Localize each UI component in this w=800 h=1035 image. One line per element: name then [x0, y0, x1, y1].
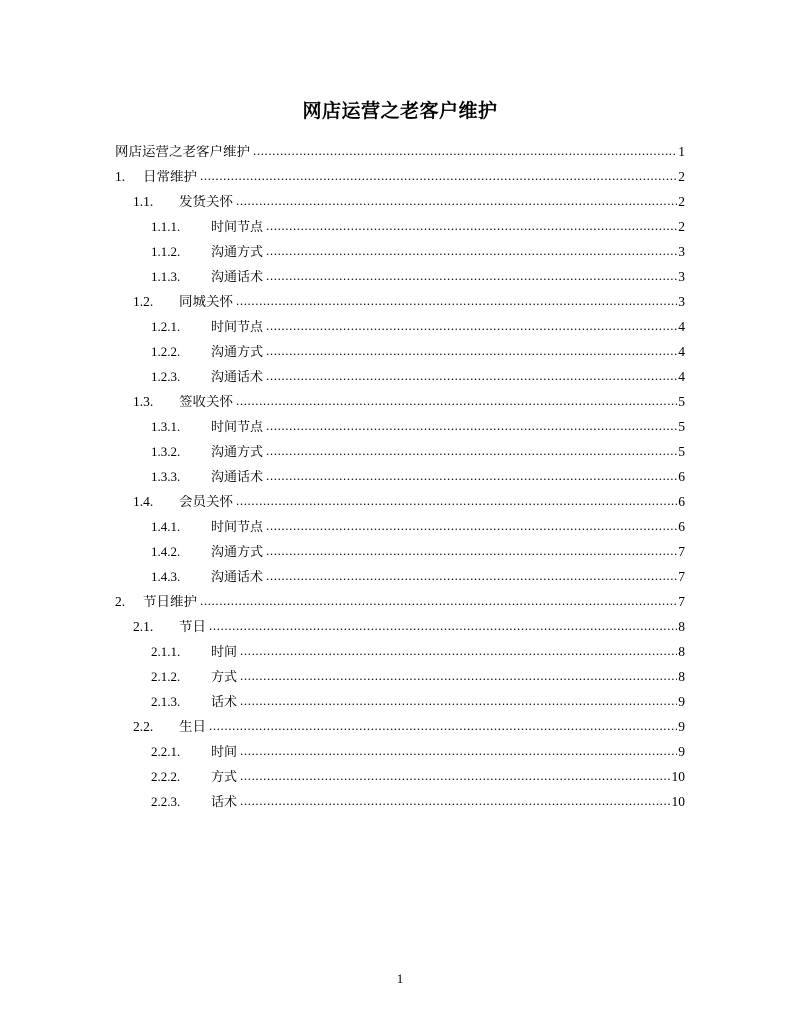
- toc-leader-dots: [240, 770, 670, 782]
- toc-entry-label: 时间节点: [211, 220, 264, 234]
- toc-entry-number: 2.2.1.: [151, 745, 181, 759]
- toc-entry[interactable]: [115, 270, 685, 295]
- toc-leader-dots: [236, 395, 677, 407]
- toc-entry-number: 1.4.2.: [151, 545, 181, 559]
- toc-entry-label: 节日维护: [143, 595, 197, 609]
- toc-entry-label: 沟通话术: [211, 370, 264, 384]
- toc-entry-page: 5: [678, 420, 685, 434]
- toc-entry[interactable]: [115, 720, 685, 745]
- toc-entry[interactable]: [115, 670, 685, 695]
- toc-leader-dots: [240, 745, 677, 757]
- toc-entry-label: 沟通方式: [211, 345, 264, 359]
- toc-entry-label: 生日: [179, 720, 206, 734]
- toc-leader-dots: [266, 270, 677, 282]
- toc-leader-dots: [236, 495, 677, 507]
- toc-entry-label: 时间节点: [211, 320, 264, 334]
- toc-entry-number: 1.2.2.: [151, 345, 181, 359]
- toc-entry-page: 1: [678, 145, 685, 159]
- toc-leader-dots: [266, 445, 677, 457]
- toc-entry[interactable]: [115, 445, 685, 470]
- toc-entry-label: 沟通话术: [211, 270, 264, 284]
- toc-entry-number: 1.3.2.: [151, 445, 181, 459]
- toc-entry-number: 2.2.3.: [151, 795, 181, 809]
- toc-entry-number: 1.4.: [133, 495, 154, 509]
- toc-entry[interactable]: [115, 520, 685, 545]
- toc-leader-dots: [209, 620, 677, 632]
- toc-entry-number: 2.1.1.: [151, 645, 181, 659]
- toc-entry-page: 3: [678, 295, 685, 309]
- toc-entry-number: 1.2.1.: [151, 320, 181, 334]
- toc-leader-dots: [240, 645, 677, 657]
- toc-entry[interactable]: [115, 545, 685, 570]
- toc-entry-page: 9: [678, 720, 685, 734]
- toc-entry-page: 2: [678, 170, 685, 184]
- toc-leader-dots: [266, 370, 677, 382]
- toc-entry-page: 8: [678, 670, 685, 684]
- toc-leader-dots: [200, 595, 677, 607]
- toc-entry-page: 6: [678, 470, 685, 484]
- toc-leader-dots: [266, 520, 677, 532]
- toc-entry-number: 2.1.3.: [151, 695, 181, 709]
- table-of-contents: [115, 145, 685, 820]
- toc-entry[interactable]: [115, 345, 685, 370]
- toc-entry-number: 2.: [115, 595, 126, 609]
- toc-entry-page: 5: [678, 395, 685, 409]
- toc-leader-dots: [266, 570, 677, 582]
- toc-entry-page: 4: [678, 320, 685, 334]
- toc-entry[interactable]: [115, 470, 685, 495]
- toc-leader-dots: [209, 720, 677, 732]
- toc-entry[interactable]: [115, 195, 685, 220]
- toc-entry-number: 1.2.: [133, 295, 154, 309]
- toc-entry-number: 1.3.: [133, 395, 154, 409]
- toc-entry-number: 1.: [115, 170, 126, 184]
- toc-entry-label: 沟通方式: [211, 545, 264, 559]
- toc-leader-dots: [266, 420, 677, 432]
- toc-entry[interactable]: [115, 395, 685, 420]
- toc-leader-dots: [240, 695, 677, 707]
- page-title: 网店运营之老客户维护: [302, 101, 498, 122]
- toc-leader-dots: [266, 345, 677, 357]
- toc-entry[interactable]: [115, 695, 685, 720]
- toc-entry-label: 会员关怀: [179, 495, 233, 509]
- toc-entry-page: 3: [678, 245, 685, 259]
- toc-entry-number: 1.1.1.: [151, 220, 181, 234]
- toc-leader-dots: [266, 220, 677, 232]
- toc-entry[interactable]: [115, 170, 685, 195]
- toc-entry[interactable]: [115, 745, 685, 770]
- toc-entry-page: 9: [678, 695, 685, 709]
- toc-entry-page: 8: [678, 620, 685, 634]
- toc-leader-dots: [266, 470, 677, 482]
- toc-entry-number: 2.1.: [133, 620, 154, 634]
- toc-entry[interactable]: [115, 620, 685, 645]
- toc-leader-dots: [236, 195, 677, 207]
- toc-entry-number: 1.4.1.: [151, 520, 181, 534]
- toc-entry-label: 沟通方式: [211, 245, 264, 259]
- toc-entry-page: 2: [678, 220, 685, 234]
- toc-entry-page: 6: [678, 520, 685, 534]
- toc-leader-dots: [200, 170, 677, 182]
- toc-entry-page: 10: [671, 770, 685, 784]
- toc-leader-dots: [266, 545, 677, 557]
- toc-leader-dots: [240, 670, 677, 682]
- toc-leader-dots: [236, 295, 677, 307]
- toc-entry[interactable]: [115, 795, 685, 820]
- toc-entry-page: 4: [678, 345, 685, 359]
- toc-entry-label: 沟通方式: [211, 445, 264, 459]
- toc-entry-page: 8: [678, 645, 685, 659]
- toc-entry-label: 方式: [211, 770, 238, 784]
- toc-entry-label: 方式: [211, 670, 238, 684]
- toc-leader-dots: [253, 145, 677, 157]
- toc-entry-number: 2.1.2.: [151, 670, 181, 684]
- toc-entry[interactable]: [115, 495, 685, 520]
- toc-entry[interactable]: [115, 595, 685, 620]
- toc-entry-label: 同城关怀: [179, 295, 233, 309]
- toc-entry-number: 2.2.2.: [151, 770, 181, 784]
- toc-entry-page: 9: [678, 745, 685, 759]
- toc-entry-label: 时间节点: [211, 520, 264, 534]
- toc-entry-page: 5: [678, 445, 685, 459]
- toc-entry[interactable]: [115, 220, 685, 245]
- toc-entry-label: 时间: [211, 645, 238, 659]
- toc-entry[interactable]: [115, 645, 685, 670]
- toc-entry-label: 日常维护: [143, 170, 197, 184]
- toc-entry-label: 网店运营之老客户维护: [115, 145, 250, 159]
- toc-entry-page: 7: [678, 570, 685, 584]
- toc-entry-number: 1.1.: [133, 195, 154, 209]
- footer-page-number: 1: [396, 971, 404, 986]
- toc-entry[interactable]: [115, 370, 685, 395]
- toc-entry-label: 话术: [211, 795, 238, 809]
- toc-entry-number: 1.3.1.: [151, 420, 181, 434]
- toc-entry-page: 7: [678, 595, 685, 609]
- toc-leader-dots: [266, 320, 677, 332]
- toc-entry-page: 7: [678, 545, 685, 559]
- toc-entry[interactable]: [115, 295, 685, 320]
- toc-entry-label: 签收关怀: [179, 395, 233, 409]
- toc-entry-page: 6: [678, 495, 685, 509]
- toc-entry-label: 发货关怀: [179, 195, 233, 209]
- toc-entry-label: 时间: [211, 745, 238, 759]
- toc-entry-number: 1.4.3.: [151, 570, 181, 584]
- toc-entry[interactable]: [115, 245, 685, 270]
- toc-entry-page: 4: [678, 370, 685, 384]
- toc-entry[interactable]: [115, 770, 685, 795]
- toc-entry-label: 话术: [211, 695, 238, 709]
- toc-entry-label: 沟通话术: [211, 470, 264, 484]
- toc-entry-page: 3: [678, 270, 685, 284]
- toc-entry[interactable]: [115, 570, 685, 595]
- toc-entry-label: 时间节点: [211, 420, 264, 434]
- toc-entry-label: 沟通话术: [211, 570, 264, 584]
- toc-entry-page: 10: [671, 795, 685, 809]
- toc-leader-dots: [266, 245, 677, 257]
- toc-leader-dots: [240, 795, 670, 807]
- toc-entry-number: 1.1.3.: [151, 270, 181, 284]
- toc-entry-number: 2.2.: [133, 720, 154, 734]
- toc-entry-label: 节日: [179, 620, 206, 634]
- toc-entry-number: 1.3.3.: [151, 470, 181, 484]
- toc-entry-number: 1.2.3.: [151, 370, 181, 384]
- toc-entry-number: 1.1.2.: [151, 245, 181, 259]
- toc-entry[interactable]: [115, 420, 685, 445]
- toc-entry[interactable]: [115, 320, 685, 345]
- toc-entry[interactable]: [115, 145, 685, 170]
- toc-entry-page: 2: [678, 195, 685, 209]
